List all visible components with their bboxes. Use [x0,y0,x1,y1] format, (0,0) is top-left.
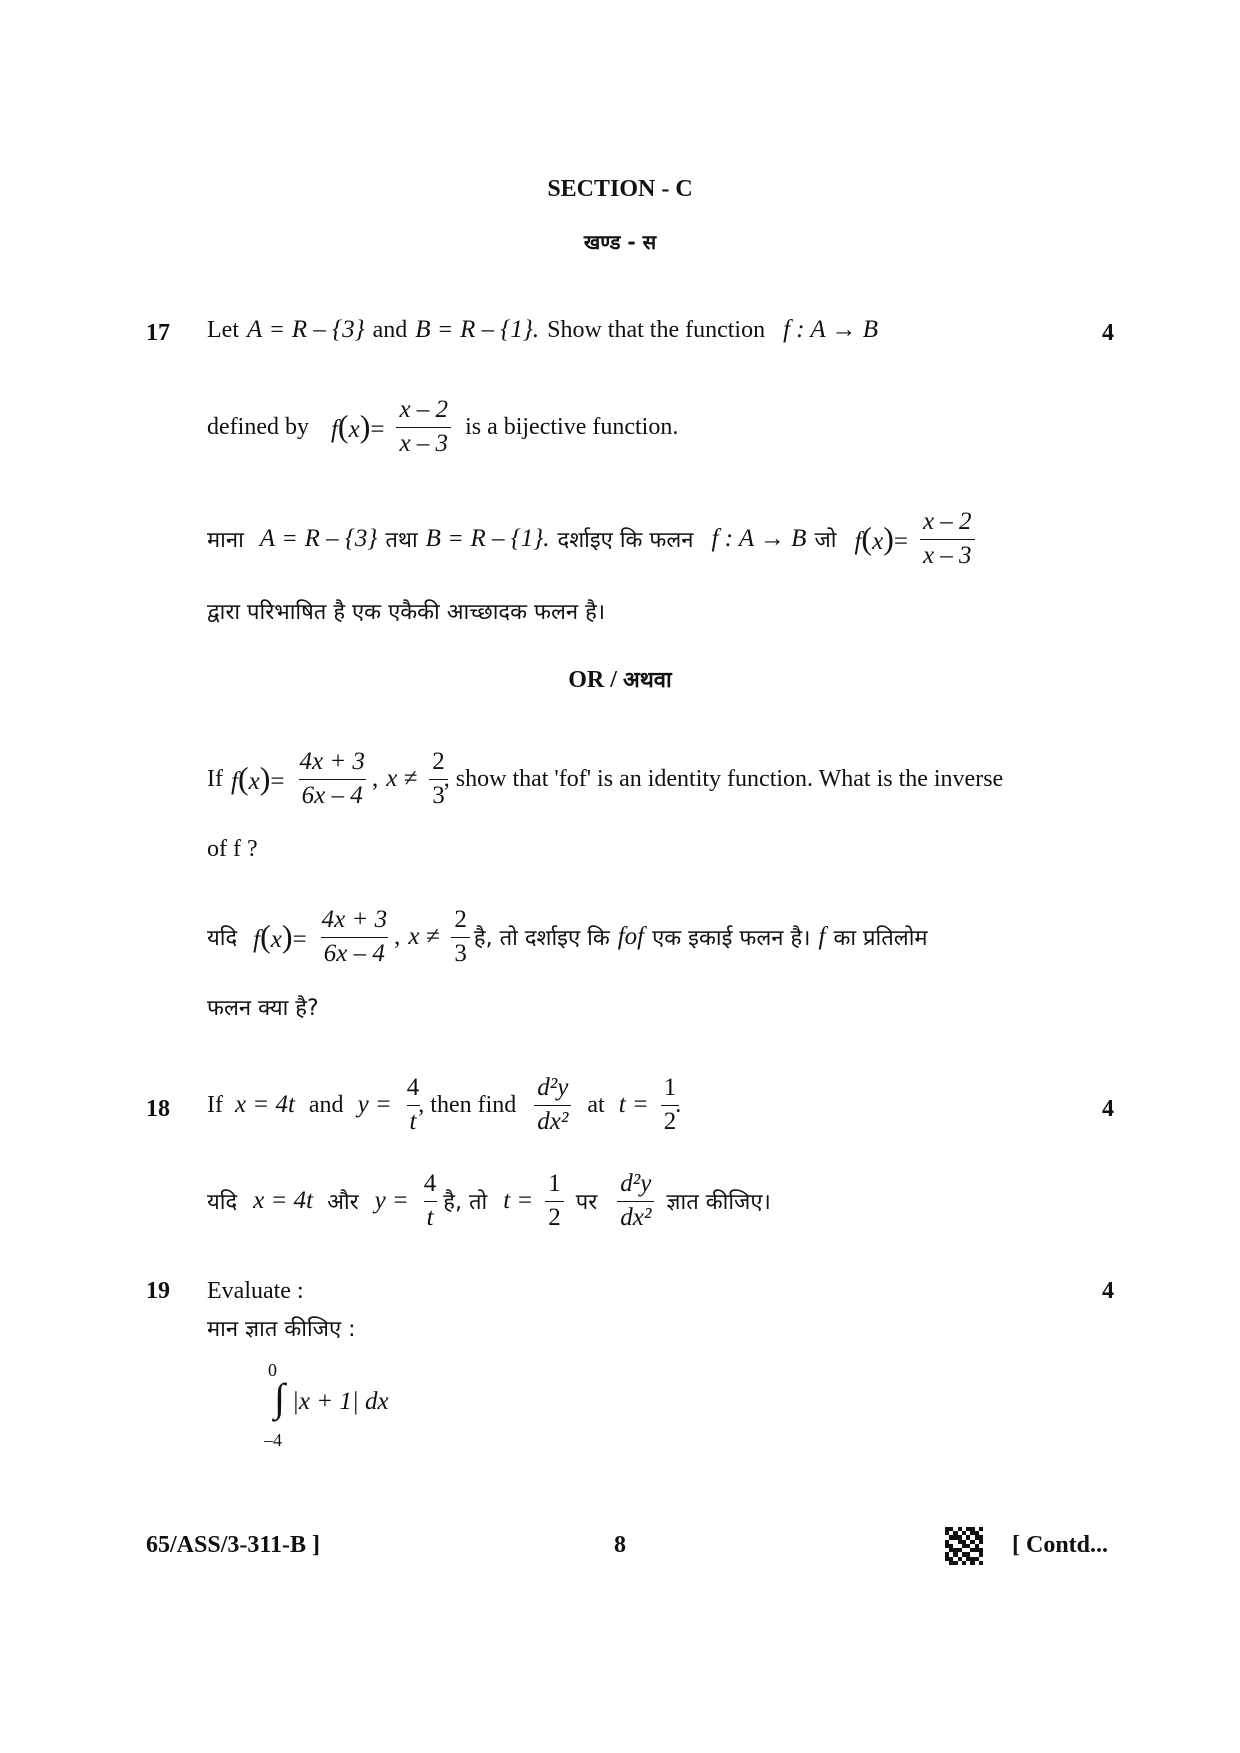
set-b: B [425,525,441,553]
q17-english-line-2 [207,396,686,459]
q19-hindi-text: मान ज्ञात कीजिए : [207,1317,356,1342]
set-b-def: R – {1}. [470,525,550,553]
integral-lower-limit: –4 [264,1430,282,1450]
function-f: f [818,923,826,951]
function-map: f : A → B [783,316,878,343]
question-marks-18: 4 [1102,1096,1114,1122]
equals-sign: = [448,525,463,552]
function-expression: f(x)= [854,520,908,557]
question-marks-17: 4 [1102,320,1114,346]
equals-sign: = [438,316,453,343]
paper-code: 65/ASS/3-311-B ] [146,1532,321,1558]
question-marks-19: 4 [1102,1278,1114,1304]
hindi-text: ज्ञात कीजिए। [666,1190,771,1216]
hindi-text: दर्शाइए कि फलन [557,528,694,554]
function-expression: f(x)= [330,408,385,445]
fraction: $\frac{2}{3}$ [429,748,448,811]
hindi-text: पर [575,1190,598,1216]
fraction: $\frac{2}{3}$ [451,906,470,969]
fof: fof [617,923,645,951]
question-number-17: 17 [146,320,170,346]
page-number: 8 [614,1532,626,1558]
alt-text-rest: , show that 'fof' is an identity function. What is the inverse [443,765,1004,792]
q17-alt-english-line-1: If f(x)= $\frac{4x + 3}{6x - 4}$ , x ≠ $\frac{2}{3}$ , show that 'fof' is an identity function. What is the inverse [207,748,1004,809]
integral-upper-limit: 0 [268,1360,277,1380]
q18-text-and: and [308,1091,344,1118]
fraction: $\frac{1}{2}$ [545,1170,564,1233]
fraction: $\frac{x - 2}{x - 3}$ [920,508,975,571]
q17-text-show: Show that the function [547,316,766,343]
hindi-text: यदि [207,926,238,952]
section-title: SECTION - C [547,176,693,202]
hindi-text: का प्रतिलोम [833,926,928,952]
hindi-text: और [327,1190,359,1216]
fraction: $\frac{4}{t}$ [406,1074,420,1135]
fraction: $\frac{4x + 3}{6x - 4}$ [321,906,388,967]
function-map: f : A → B [711,525,807,553]
q18-text-if: If [207,1091,223,1118]
q17-hindi-line-2: द्वारा परिभाषित है एक एकैकी आच्छादक फलन है। [207,600,606,625]
condition: x ≠ [408,923,440,951]
hindi-text: माना [207,528,244,554]
hindi-text: जो [814,528,837,554]
derivative-fraction: $\frac{\text{d²y}}{\text{dx²}}$ [534,1074,571,1137]
q17-text-defined: defined by [207,413,309,440]
function-expression: f(x)= [230,760,285,797]
set-b: B [415,316,431,343]
q18-english-line: If x = 4t and y = $\frac{4}{t}$ , then find $\frac{\text{d²y}}{\text{dx²}}$ at t = $\frac{1}{2}$ . [207,1074,682,1135]
q18-text-then: , then find [418,1091,517,1118]
set-a: A [246,316,263,343]
integrand: |x + 1| dx [292,1388,389,1415]
fraction: $\frac{4}{t}$ [423,1170,437,1231]
q17-alt-english-line-2: of f ? [207,836,258,862]
q17-english-line-1 [207,316,886,344]
fraction: $\frac{1}{2}$ [661,1074,680,1137]
hindi-text: है, तो दर्शाइए कि [473,926,610,952]
hindi-text: यदि [207,1190,238,1216]
q18-text-at: at [587,1091,605,1118]
x-equation: x = 4t [253,1187,314,1215]
question-number-19: 19 [146,1278,170,1304]
qr-code-icon [945,1527,983,1565]
fraction: $\frac{x - 2}{x - 3}$ [396,396,451,459]
y-equation: y = [374,1187,409,1215]
equals-sign: = [270,316,284,343]
condition: x ≠ [386,765,418,793]
fraction: $\frac{4x + 3}{6x - 4}$ [299,748,365,809]
continued-label: [ Contd... [1012,1532,1109,1558]
t-value: t = [618,1091,649,1119]
q17-hindi-line-1 [207,508,979,571]
section-title-hindi: खण्ड - स [583,230,657,254]
q17-alt-hindi-line-1: यदि f(x)= $\frac{4x + 3}{6x - 4}$ , x ≠ $\frac{2}{3}$ है, तो दर्शाइए कि fof एक इकाई फलन है। f का प्रतिलोम [207,906,928,967]
q17-text: Let [207,316,239,343]
hindi-text: तथा [385,528,418,554]
derivative-fraction: $\frac{\text{d²y}}{\text{dx²}}$ [617,1170,654,1233]
set-a-def: R – {3} [304,525,378,553]
t-value: t = [503,1187,534,1215]
function-expression: f(x)= [253,918,307,955]
set-b-def: R – {1}. [460,316,540,343]
hindi-text: एक इकाई फलन है। [652,926,811,952]
x-equation: x = 4t [234,1091,295,1119]
q17-text-and: and [372,316,408,343]
set-a-def: R – {3} [291,316,365,343]
q17-alt-hindi-line-2: फलन क्या है? [207,996,319,1021]
q17-text-bijective: is a bijective function. [465,413,679,440]
or-separator: OR / अथवा [568,667,672,693]
q19-english-text: Evaluate : [207,1278,304,1304]
question-number-18: 18 [146,1096,170,1122]
y-equation: y = [357,1091,392,1119]
set-a: A [259,525,276,553]
q18-hindi-line [207,1170,779,1233]
alt-text-if: If [207,765,223,792]
equals-sign: = [283,525,297,552]
integral-sign: ∫ [274,1375,285,1420]
hindi-text: है, तो [443,1190,488,1216]
